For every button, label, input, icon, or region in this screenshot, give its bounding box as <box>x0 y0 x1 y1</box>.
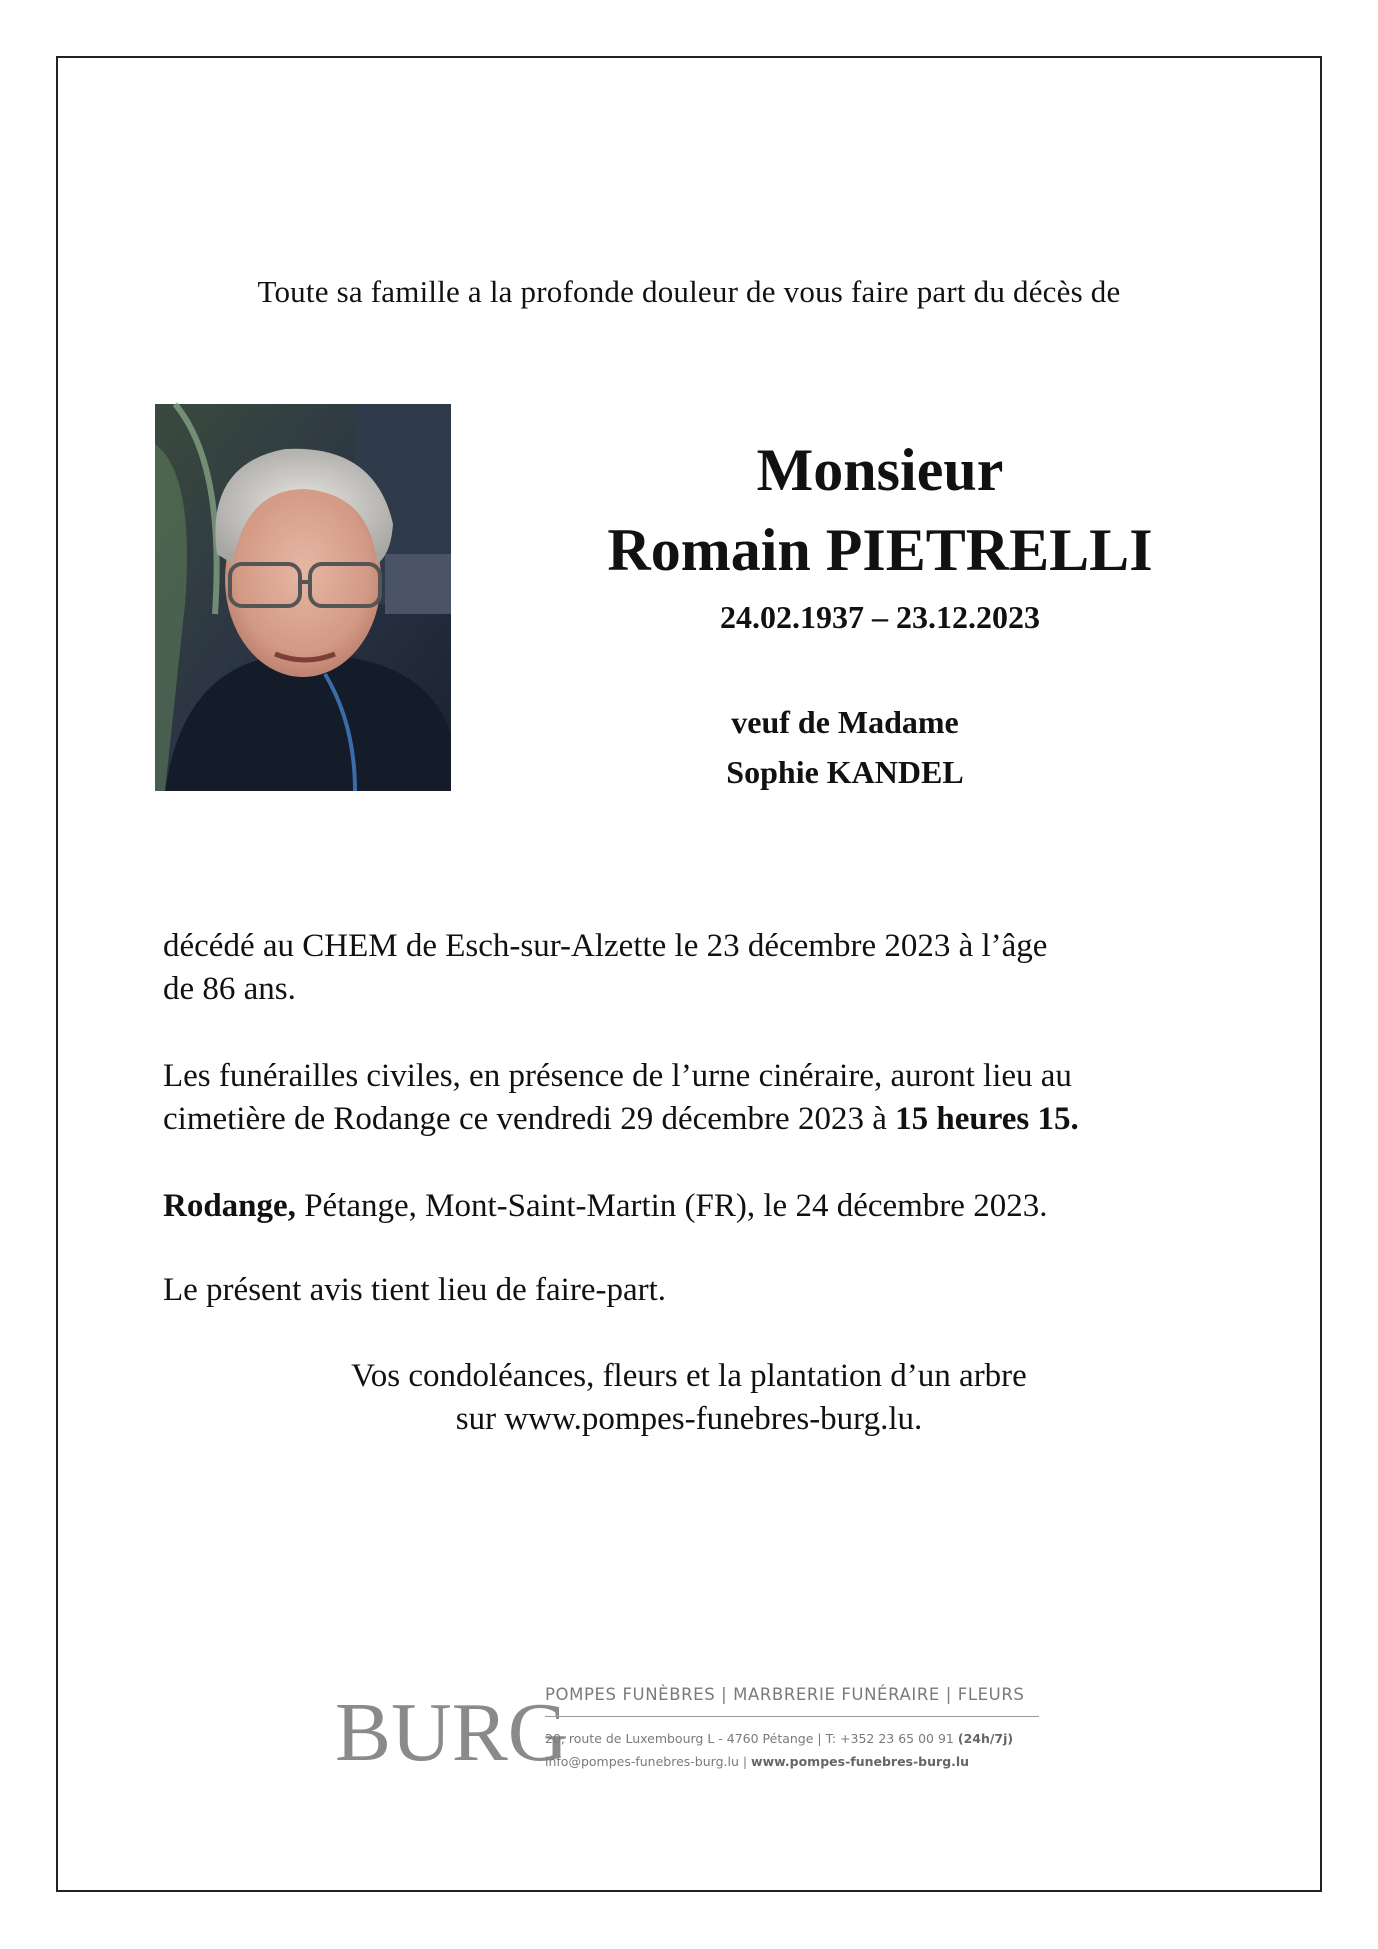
funeral-paragraph <box>163 1055 1193 1141</box>
life-dates: 24.02.1937 – 23.12.2023 <box>720 599 1040 635</box>
funeral-line <box>163 1098 1193 1141</box>
death-line: de 86 ans. <box>163 971 296 1007</box>
place-date-line <box>163 1185 1193 1228</box>
logo-lettering: BURG <box>335 1686 569 1779</box>
portrait-photo <box>155 404 451 791</box>
footer-info <box>545 1680 1053 1773</box>
death-line: décédé au CHEM de Esch-sur-Alzette le 23 décembre 2023 à l’âge <box>163 928 1048 964</box>
condolences-line: Vos condoléances, fleurs et la plantation d’un arbre <box>351 1358 1027 1394</box>
portrait-illustration <box>155 404 451 791</box>
notice-line: Le présent avis tient lieu de faire-part. <box>163 1272 667 1308</box>
footer-divider <box>545 1716 1039 1717</box>
funeral-time: 15 heures 15. <box>895 1101 1079 1137</box>
deceased-name-block <box>530 432 1230 642</box>
email-link[interactable]: info@pompes-funebres-burg.lu | <box>545 1754 752 1769</box>
services-line: POMPES FUNÈBRES | MARBRERIE FUNÉRAIRE | FLEURS <box>545 1685 1025 1704</box>
place-bold: Rodange, <box>163 1188 296 1224</box>
spouse-name: Sophie KANDEL <box>726 754 964 790</box>
funeral-line: Les funérailles civiles, en présence de l’urne cinéraire, auront lieu au <box>163 1058 1072 1094</box>
intro-text: Toute sa famille a la profonde douleur de vous faire part du décès de <box>257 274 1121 309</box>
condolences-block <box>0 1355 1378 1441</box>
spouse-block <box>580 697 1110 797</box>
spouse-label: veuf de Madame <box>731 704 959 740</box>
website-link[interactable]: www.pompes-funebres-burg.lu <box>751 1754 970 1769</box>
deceased-name: Romain PIETRELLI <box>607 517 1153 583</box>
address-line <box>545 1727 1053 1750</box>
burg-logo <box>333 1686 569 1779</box>
death-paragraph <box>163 925 1193 1011</box>
hours-text: (24h/7j) <box>957 1731 1014 1746</box>
condolences-link-line[interactable]: sur www.pompes-funebres-burg.lu. <box>455 1401 923 1437</box>
funeral-text: cimetière de Rodange ce vendredi 29 décembre 2023 à <box>163 1101 896 1137</box>
footer <box>333 1680 1053 1790</box>
contact-line <box>545 1750 1053 1773</box>
honorific: Monsieur <box>756 437 1004 503</box>
address-text: 20, route de Luxembourg L - 4760 Pétange | T: +352 23 65 00 91 <box>545 1731 958 1746</box>
place-rest: Pétange, Mont-Saint-Martin (FR), le 24 décembre 2023. <box>295 1188 1048 1224</box>
